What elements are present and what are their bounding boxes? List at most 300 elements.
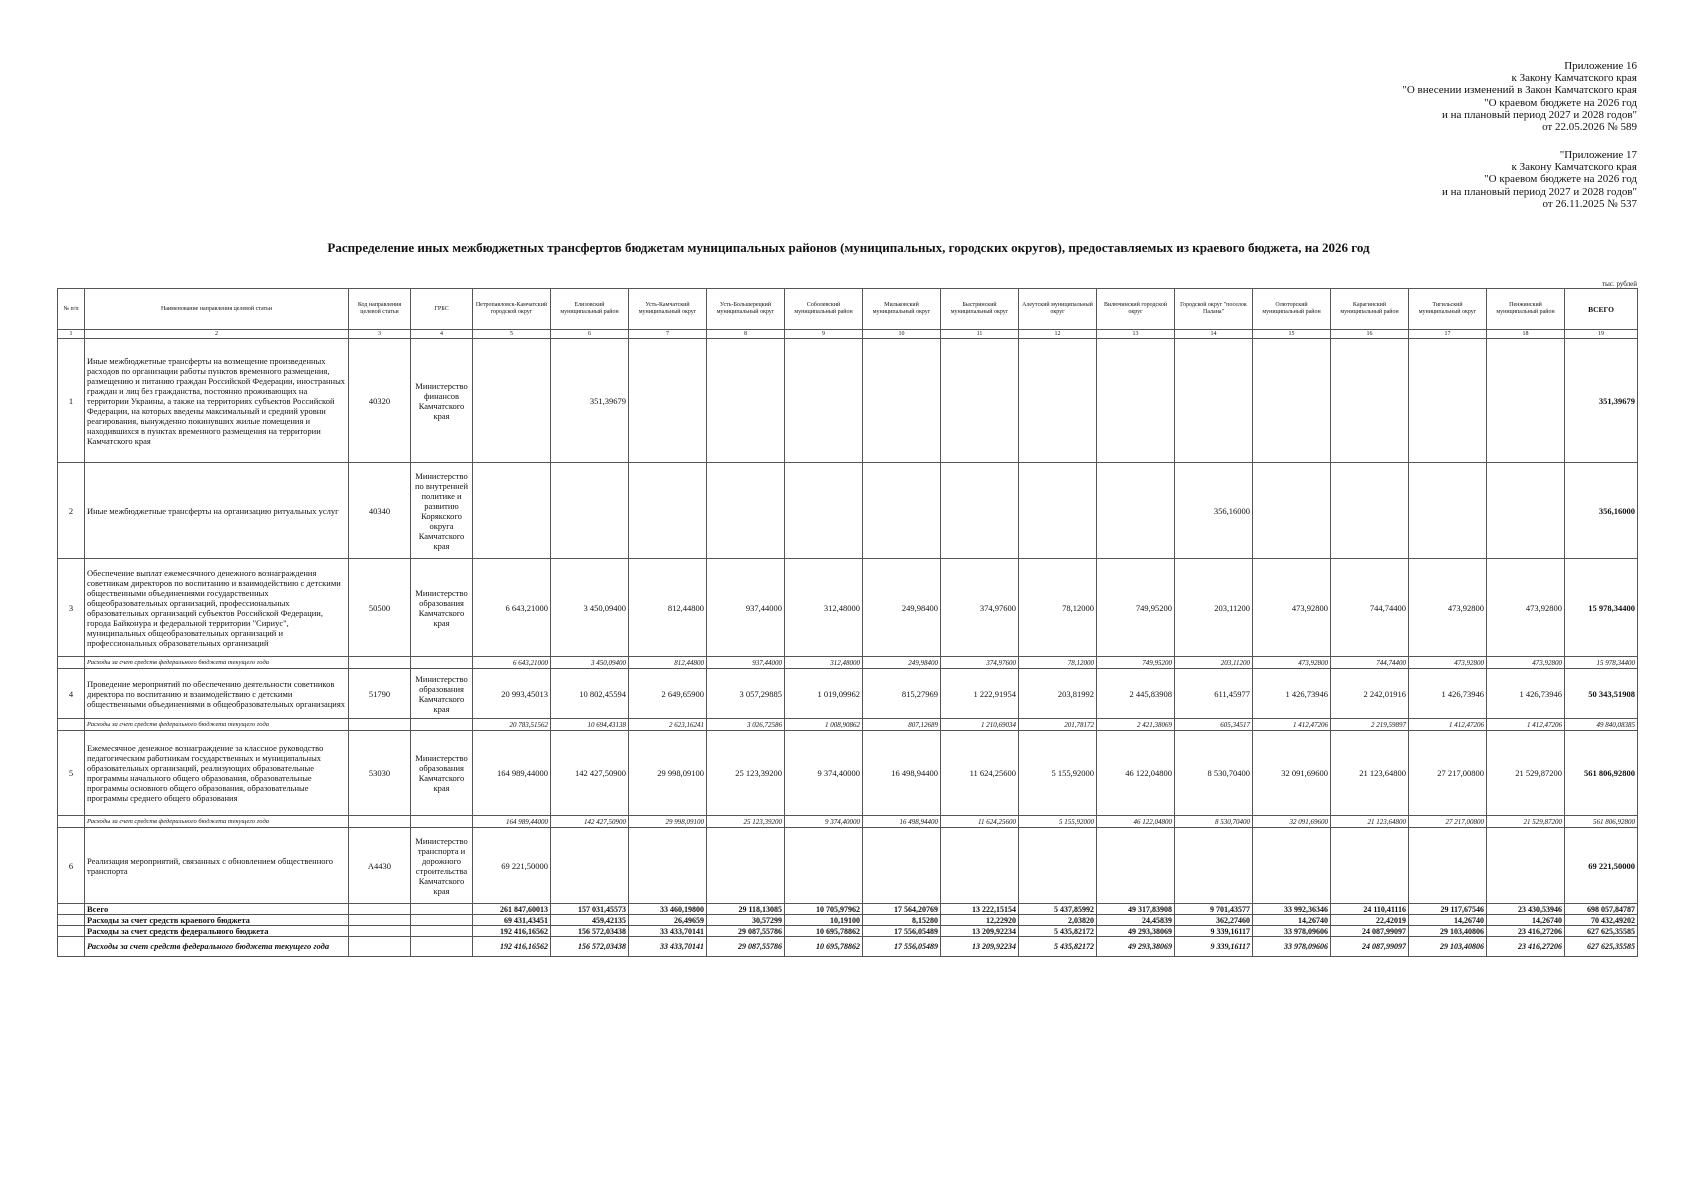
value-cell [1253, 828, 1331, 904]
empty-cell [58, 657, 85, 669]
column-number: 5 [473, 330, 551, 339]
value-cell: 812,44800 [629, 559, 707, 657]
row-number: 3 [58, 559, 85, 657]
value-cell: 24,45839 [1097, 915, 1175, 926]
row-name: Иные межбюджетные трансферты на возмещение произведенных расходов по организации работы пунктов временного размещения, размещению и питанию граждан Российской Федерации, иностранных граждан и лиц без гражданства, постоянно проживающих на территории Украины, а также на территориях субъектов Российской Федерации, на которых введены максимальный и средний уровни реагирования, вынужденно покинувших жилые помещения и находившихся в пунктах временного размещения на территории Камчатского края [85, 339, 349, 463]
empty-cell [349, 719, 411, 731]
value-cell: 156 572,03438 [551, 937, 629, 957]
value-cell: 9 374,40000 [785, 731, 863, 816]
empty-cell [58, 816, 85, 828]
value-cell [551, 463, 629, 559]
value-cell [1487, 463, 1565, 559]
value-cell [785, 828, 863, 904]
row-name: Ежемесячное денежное вознаграждение за классное руководство педагогическим работникам государственных и муниципальных образовательных организаций, реализующих образовательные программы начального общего образования, образовательные программы основного общего образования, образовательные программы среднего общего образования [85, 731, 349, 816]
column-number: 11 [941, 330, 1019, 339]
empty-cell [349, 904, 411, 915]
value-cell: 69 431,43451 [473, 915, 551, 926]
value-cell: 29 087,55786 [707, 937, 785, 957]
table-row [58, 731, 1638, 816]
value-cell: 203,11200 [1175, 657, 1253, 669]
summary-row-federal-current [58, 937, 1638, 957]
value-cell: 201,78172 [1019, 719, 1097, 731]
value-cell: 24 110,41116 [1331, 904, 1409, 915]
units-label: тыс. рублей [1602, 280, 1637, 288]
row-number: 4 [58, 669, 85, 719]
row-total: 351,39679 [1565, 339, 1638, 463]
value-cell: 812,44800 [629, 657, 707, 669]
column-number: 6 [551, 330, 629, 339]
empty-cell [349, 657, 411, 669]
value-cell [473, 339, 551, 463]
summary-label: Всего [85, 904, 349, 915]
value-cell: 249,98400 [863, 657, 941, 669]
row-number: 1 [58, 339, 85, 463]
empty-cell [349, 937, 411, 957]
header-cell: Усть-Большерецкий муниципальный округ [707, 289, 785, 330]
empty-cell [349, 926, 411, 937]
column-number: 15 [1253, 330, 1331, 339]
row-name: Расходы за счет средств федерального бюджета текущего года [85, 719, 349, 731]
summary-label: Расходы за счет средств краевого бюджета [85, 915, 349, 926]
row-total: 698 057,84787 [1565, 904, 1638, 915]
value-cell: 9 339,16117 [1175, 937, 1253, 957]
row-number: 5 [58, 731, 85, 816]
value-cell: 142 427,50900 [551, 816, 629, 828]
appendix-line: к Закону Камчатского края [1511, 72, 1637, 85]
value-cell: 16 498,94400 [863, 816, 941, 828]
value-cell: 5 435,82172 [1019, 926, 1097, 937]
document-title: Распределение иных межбюджетных трансфертов бюджетам муниципальных районов (муниципальных, городских округов), предоставляемых из краевого бюджета, на 2026 год [327, 240, 1370, 255]
header-cell: Пенжинский муниципальный район [1487, 289, 1565, 330]
value-cell: 46 122,04800 [1097, 731, 1175, 816]
value-cell: 1 412,47206 [1253, 719, 1331, 731]
value-cell: 749,95200 [1097, 559, 1175, 657]
value-cell: 473,92800 [1409, 559, 1487, 657]
value-cell: 1 426,73946 [1253, 669, 1331, 719]
value-cell: 30,57299 [707, 915, 785, 926]
value-cell: 10 802,45594 [551, 669, 629, 719]
value-cell: 473,92800 [1253, 559, 1331, 657]
header-cell: Городской округ "поселок Палана" [1175, 289, 1253, 330]
empty-cell [349, 915, 411, 926]
row-name: Расходы за счет средств федерального бюджета текущего года [85, 657, 349, 669]
value-cell: 24 087,99097 [1331, 926, 1409, 937]
value-cell: 26,49659 [629, 915, 707, 926]
row-name: Расходы за счет средств федерального бюджета текущего года [85, 816, 349, 828]
column-number: 2 [85, 330, 349, 339]
value-cell: 32 091,69600 [1253, 731, 1331, 816]
empty-cell [411, 926, 473, 937]
value-cell: 49 293,38069 [1097, 926, 1175, 937]
row-grbs: Министерство образования Камчатского края [411, 731, 473, 816]
empty-cell [411, 816, 473, 828]
empty-cell [411, 657, 473, 669]
value-cell [941, 463, 1019, 559]
value-cell: 9 701,43577 [1175, 904, 1253, 915]
empty-cell [411, 904, 473, 915]
row-grbs: Министерство по внутренней политике и развитию Корякского округа Камчатского края [411, 463, 473, 559]
row-total: 49 840,08385 [1565, 719, 1638, 731]
value-cell: 3 026,72586 [707, 719, 785, 731]
row-grbs: Министерство образования Камчатского края [411, 669, 473, 719]
row-number: 2 [58, 463, 85, 559]
value-cell: 10,19100 [785, 915, 863, 926]
value-cell: 749,95200 [1097, 657, 1175, 669]
value-cell: 2 242,01916 [1331, 669, 1409, 719]
value-cell [1487, 339, 1565, 463]
value-cell: 27 217,00800 [1409, 816, 1487, 828]
value-cell: 69 221,50000 [473, 828, 551, 904]
value-cell: 1 426,73946 [1409, 669, 1487, 719]
value-cell: 164 989,44000 [473, 731, 551, 816]
value-cell: 1 210,69034 [941, 719, 1019, 731]
table-row-federal [58, 719, 1638, 731]
value-cell: 22,42019 [1331, 915, 1409, 926]
value-cell: 29 103,40806 [1409, 937, 1487, 957]
value-cell: 33 460,19800 [629, 904, 707, 915]
value-cell: 473,92800 [1487, 657, 1565, 669]
value-cell [1175, 828, 1253, 904]
value-cell: 2 219,59897 [1331, 719, 1409, 731]
column-number: 17 [1409, 330, 1487, 339]
value-cell: 249,98400 [863, 559, 941, 657]
row-total: 627 625,35585 [1565, 937, 1638, 957]
column-number: 16 [1331, 330, 1409, 339]
value-cell: 473,92800 [1409, 657, 1487, 669]
value-cell: 192 416,16562 [473, 926, 551, 937]
value-cell: 29 998,09100 [629, 731, 707, 816]
value-cell: 12,22920 [941, 915, 1019, 926]
row-code: 40320 [349, 339, 411, 463]
value-cell: 157 031,45573 [551, 904, 629, 915]
row-name: Обеспечение выплат ежемесячного денежного вознаграждения советникам директоров по воспитанию и взаимодействию с детскими общественными объединениями государственных общеобразовательных организаций, профессиональных образовательных организаций субъектов Российской Федерации, города Байконура и федеральной территории "Сириус", муниципальных общеобразовательных организаций и профессиональных образовательных организаций [85, 559, 349, 657]
value-cell [1019, 339, 1097, 463]
value-cell [1253, 463, 1331, 559]
row-total: 15 978,34400 [1565, 559, 1638, 657]
header-cell: ГРБС [411, 289, 473, 330]
value-cell [1175, 339, 1253, 463]
appendix-line: "Приложение 17 [1559, 149, 1637, 161]
value-cell [1253, 339, 1331, 463]
value-cell: 49 317,83908 [1097, 904, 1175, 915]
row-code: 51790 [349, 669, 411, 719]
row-total: 627 625,35585 [1565, 926, 1638, 937]
value-cell: 24 087,99097 [1331, 937, 1409, 957]
value-cell: 473,92800 [1253, 657, 1331, 669]
header-cell: Карагинский муниципальный район [1331, 289, 1409, 330]
column-number: 13 [1097, 330, 1175, 339]
table-header-row [58, 289, 1638, 330]
header-cell: Усть-Камчатский муниципальный округ [629, 289, 707, 330]
column-number: 19 [1565, 330, 1638, 339]
value-cell: 13 209,92234 [941, 926, 1019, 937]
value-cell: 33 978,09606 [1253, 926, 1331, 937]
table-row-federal [58, 816, 1638, 828]
appendix-line: к Закону Камчатского края [1511, 161, 1637, 174]
value-cell: 362,27460 [1175, 915, 1253, 926]
row-total: 69 221,50000 [1565, 828, 1638, 904]
header-cell: Тигильский муниципальный округ [1409, 289, 1487, 330]
value-cell: 3 450,09400 [551, 657, 629, 669]
value-cell: 203,81992 [1019, 669, 1097, 719]
value-cell: 13 209,92234 [941, 937, 1019, 957]
empty-cell [349, 816, 411, 828]
value-cell: 29 117,67546 [1409, 904, 1487, 915]
header-cell: Соболевский муниципальный район [785, 289, 863, 330]
value-cell [1331, 463, 1409, 559]
appendix-line: "О краевом бюджете на 2026 год [1484, 173, 1637, 186]
value-cell [707, 339, 785, 463]
value-cell: 14,26740 [1253, 915, 1331, 926]
appendix-line: от 22.05.2026 № 589 [1542, 121, 1637, 134]
value-cell: 10 695,78862 [785, 926, 863, 937]
value-cell: 33 433,70141 [629, 937, 707, 957]
value-cell [1409, 463, 1487, 559]
header-cell: Петропавловск-Камчатский городской округ [473, 289, 551, 330]
value-cell: 261 847,60013 [473, 904, 551, 915]
row-total: 70 432,49202 [1565, 915, 1638, 926]
column-number: 9 [785, 330, 863, 339]
header-cell: Вилючинский городской округ [1097, 289, 1175, 330]
empty-cell [58, 926, 85, 937]
row-total: 50 343,51908 [1565, 669, 1638, 719]
value-cell: 14,26740 [1487, 915, 1565, 926]
value-cell: 2 623,16241 [629, 719, 707, 731]
value-cell: 312,48000 [785, 657, 863, 669]
value-cell: 9 374,40000 [785, 816, 863, 828]
row-grbs: Министерство транспорта и дорожного строительства Камчатского края [411, 828, 473, 904]
value-cell: 473,92800 [1487, 559, 1565, 657]
row-name: Реализация мероприятий, связанных с обновлением общественного транспорта [85, 828, 349, 904]
value-cell [1331, 828, 1409, 904]
value-cell [785, 463, 863, 559]
appendix-17-block [1442, 149, 1637, 210]
appendix-line: "О внесении изменений в Закон Камчатского края [1402, 84, 1637, 97]
column-number: 3 [349, 330, 411, 339]
value-cell: 9 339,16117 [1175, 926, 1253, 937]
value-cell: 21 123,64800 [1331, 731, 1409, 816]
appendix-line: и на плановый период 2027 и 2028 годов" [1441, 185, 1637, 198]
value-cell [785, 339, 863, 463]
value-cell [1019, 463, 1097, 559]
appendix-line: "О краевом бюджете на 2026 год [1484, 96, 1637, 109]
row-total: 561 806,92800 [1565, 816, 1638, 828]
value-cell: 46 122,04800 [1097, 816, 1175, 828]
empty-cell [58, 904, 85, 915]
value-cell [941, 828, 1019, 904]
row-total: 15 978,34400 [1565, 657, 1638, 669]
value-cell [1409, 828, 1487, 904]
summary-label: Расходы за счет средств федерального бюджета текущего года [85, 937, 349, 957]
value-cell: 10 694,43138 [551, 719, 629, 731]
value-cell: 1 008,90862 [785, 719, 863, 731]
value-cell: 605,34517 [1175, 719, 1253, 731]
value-cell: 164 989,44000 [473, 816, 551, 828]
value-cell: 1 412,47206 [1487, 719, 1565, 731]
value-cell: 11 624,25600 [941, 816, 1019, 828]
column-number: 14 [1175, 330, 1253, 339]
value-cell: 2 649,65900 [629, 669, 707, 719]
value-cell: 13 222,15154 [941, 904, 1019, 915]
column-number-row [58, 330, 1638, 339]
appendix-line: и на плановый период 2027 и 2028 годов" [1441, 108, 1637, 121]
transfers-table [57, 288, 1638, 957]
value-cell: 2 445,83908 [1097, 669, 1175, 719]
value-cell: 11 624,25600 [941, 731, 1019, 816]
value-cell: 25 123,39200 [707, 731, 785, 816]
value-cell: 49 293,38069 [1097, 937, 1175, 957]
value-cell: 21 529,87200 [1487, 731, 1565, 816]
value-cell [629, 339, 707, 463]
value-cell: 459,42135 [551, 915, 629, 926]
value-cell: 16 498,94400 [863, 731, 941, 816]
value-cell: 312,48000 [785, 559, 863, 657]
value-cell [1487, 828, 1565, 904]
value-cell: 78,12000 [1019, 657, 1097, 669]
value-cell: 5 155,92000 [1019, 731, 1097, 816]
header-cell: № п/п [58, 289, 85, 330]
value-cell: 23 416,27206 [1487, 926, 1565, 937]
value-cell: 611,45977 [1175, 669, 1253, 719]
header-cell: Код направления целевой статьи [349, 289, 411, 330]
row-total: 356,16000 [1565, 463, 1638, 559]
value-cell: 10 705,97962 [785, 904, 863, 915]
appendix-line: от 26.11.2025 № 537 [1542, 197, 1637, 210]
value-cell: 142 427,50900 [551, 731, 629, 816]
value-cell: 20 993,45013 [473, 669, 551, 719]
table-row [58, 559, 1638, 657]
summary-row-regional [58, 915, 1638, 926]
table-row [58, 828, 1638, 904]
column-number: 7 [629, 330, 707, 339]
header-cell-total: ВСЕГО [1565, 289, 1638, 330]
value-cell: 807,12689 [863, 719, 941, 731]
value-cell [1019, 828, 1097, 904]
row-total: 561 806,92800 [1565, 731, 1638, 816]
column-number: 1 [58, 330, 85, 339]
value-cell: 1 019,09962 [785, 669, 863, 719]
empty-cell [58, 915, 85, 926]
value-cell: 3 450,09400 [551, 559, 629, 657]
value-cell [863, 463, 941, 559]
value-cell [1097, 339, 1175, 463]
value-cell: 14,26740 [1409, 915, 1487, 926]
value-cell: 21 529,87200 [1487, 816, 1565, 828]
value-cell [1097, 463, 1175, 559]
summary-label: Расходы за счет средств федерального бюджета [85, 926, 349, 937]
value-cell: 1 412,47206 [1409, 719, 1487, 731]
value-cell [1097, 828, 1175, 904]
column-number: 18 [1487, 330, 1565, 339]
value-cell: 27 217,00800 [1409, 731, 1487, 816]
value-cell: 8 530,70400 [1175, 816, 1253, 828]
empty-cell [411, 915, 473, 926]
value-cell: 937,44000 [707, 657, 785, 669]
appendix-line: Приложение 16 [1564, 60, 1637, 72]
value-cell: 356,16000 [1175, 463, 1253, 559]
value-cell: 3 057,29885 [707, 669, 785, 719]
value-cell: 23 416,27206 [1487, 937, 1565, 957]
value-cell: 29 103,40806 [1409, 926, 1487, 937]
row-code: 53030 [349, 731, 411, 816]
row-grbs: Министерство финансов Камчатского края [411, 339, 473, 463]
value-cell: 33 992,36346 [1253, 904, 1331, 915]
row-grbs: Министерство образования Камчатского края [411, 559, 473, 657]
header-cell: Наименование направления целевой статьи [85, 289, 349, 330]
row-code: А4430 [349, 828, 411, 904]
value-cell: 374,97600 [941, 559, 1019, 657]
value-cell [629, 463, 707, 559]
value-cell: 33 978,09606 [1253, 937, 1331, 957]
value-cell: 374,97600 [941, 657, 1019, 669]
empty-cell [411, 719, 473, 731]
value-cell: 5 437,85992 [1019, 904, 1097, 915]
value-cell: 2 421,38069 [1097, 719, 1175, 731]
value-cell [629, 828, 707, 904]
value-cell [941, 339, 1019, 463]
value-cell: 815,27969 [863, 669, 941, 719]
value-cell: 5 155,92000 [1019, 816, 1097, 828]
value-cell [863, 339, 941, 463]
value-cell: 17 556,05489 [863, 926, 941, 937]
value-cell [473, 463, 551, 559]
value-cell: 351,39679 [551, 339, 629, 463]
value-cell: 8 530,70400 [1175, 731, 1253, 816]
column-number: 12 [1019, 330, 1097, 339]
value-cell: 29 087,55786 [707, 926, 785, 937]
value-cell: 1 222,91954 [941, 669, 1019, 719]
value-cell: 25 123,39200 [707, 816, 785, 828]
table-row [58, 669, 1638, 719]
value-cell: 192 416,16562 [473, 937, 551, 957]
empty-cell [58, 719, 85, 731]
header-cell: Мильковский муниципальный округ [863, 289, 941, 330]
value-cell [707, 463, 785, 559]
row-number: 6 [58, 828, 85, 904]
header-cell: Елизовский муниципальный район [551, 289, 629, 330]
summary-row-federal [58, 926, 1638, 937]
row-code: 40340 [349, 463, 411, 559]
value-cell: 33 433,70141 [629, 926, 707, 937]
summary-row-total [58, 904, 1638, 915]
column-number: 8 [707, 330, 785, 339]
row-name: Иные межбюджетные трансферты на организацию ритуальных услуг [85, 463, 349, 559]
value-cell: 156 572,03438 [551, 926, 629, 937]
value-cell: 744,74400 [1331, 559, 1409, 657]
value-cell: 203,11200 [1175, 559, 1253, 657]
value-cell: 17 564,20769 [863, 904, 941, 915]
row-code: 50500 [349, 559, 411, 657]
table-row [58, 463, 1638, 559]
value-cell: 2,03820 [1019, 915, 1097, 926]
value-cell: 8,15280 [863, 915, 941, 926]
header-cell: Быстринский муниципальный округ [941, 289, 1019, 330]
appendix-16-block [1402, 60, 1637, 133]
value-cell [1331, 339, 1409, 463]
value-cell: 78,12000 [1019, 559, 1097, 657]
value-cell: 6 643,21000 [473, 657, 551, 669]
value-cell [551, 828, 629, 904]
value-cell [707, 828, 785, 904]
value-cell [1409, 339, 1487, 463]
value-cell: 10 695,78862 [785, 937, 863, 957]
value-cell: 5 435,82172 [1019, 937, 1097, 957]
value-cell: 29 118,13085 [707, 904, 785, 915]
row-name: Проведение мероприятий по обеспечению деятельности советников директора по воспитанию и взаимодействию с детскими общественными объединениями в общеобразовательных организациях [85, 669, 349, 719]
value-cell: 21 123,64800 [1331, 816, 1409, 828]
value-cell [863, 828, 941, 904]
table-row [58, 339, 1638, 463]
